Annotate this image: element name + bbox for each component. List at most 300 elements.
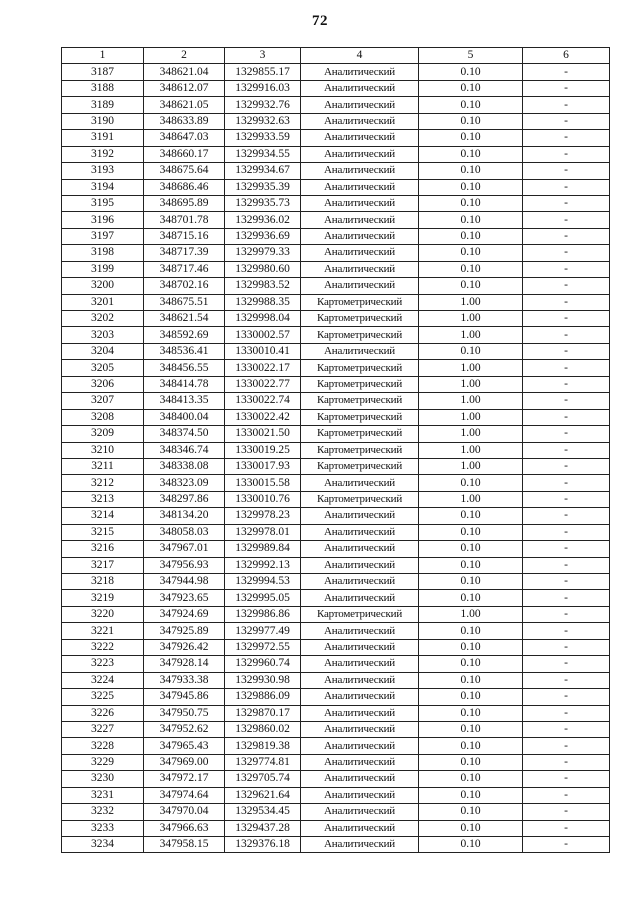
description-cell: - [523,327,610,343]
table-body [62,64,610,853]
description-cell: - [523,130,610,146]
description-cell: - [523,721,610,737]
table-row [62,80,610,96]
table-header-row [62,48,610,64]
description-cell: - [523,426,610,442]
point-number-cell: 3190 [62,113,144,129]
table-row [62,623,610,639]
y-coordinate-cell: 1329819.38 [225,738,301,754]
accuracy-cell: 0.10 [419,343,523,359]
method-cell: Аналитический [301,721,419,737]
x-coordinate-cell: 348536.41 [144,343,225,359]
method-cell: Аналитический [301,639,419,655]
table-row [62,656,610,672]
point-number-cell: 3202 [62,311,144,327]
table-row [62,195,610,211]
point-number-cell: 3207 [62,393,144,409]
table-row [62,376,610,392]
method-cell: Аналитический [301,130,419,146]
y-coordinate-cell: 1330019.25 [225,442,301,458]
point-number-cell: 3195 [62,195,144,211]
point-number-cell: 3229 [62,754,144,770]
x-coordinate-cell: 348717.46 [144,261,225,277]
table-row [62,393,610,409]
method-cell: Картометрический [301,491,419,507]
y-coordinate-cell: 1329932.63 [225,113,301,129]
y-coordinate-cell: 1329860.02 [225,721,301,737]
table-row [62,442,610,458]
description-cell: - [523,804,610,820]
y-coordinate-cell: 1329936.02 [225,212,301,228]
accuracy-cell: 0.10 [419,787,523,803]
accuracy-cell: 0.10 [419,130,523,146]
method-cell: Аналитический [301,689,419,705]
y-coordinate-cell: 1329705.74 [225,771,301,787]
table-row [62,491,610,507]
description-cell: - [523,738,610,754]
y-coordinate-cell: 1329977.49 [225,623,301,639]
table-row [62,721,610,737]
accuracy-cell: 1.00 [419,491,523,507]
table-row [62,311,610,327]
method-cell: Картометрический [301,606,419,622]
x-coordinate-cell: 347933.38 [144,672,225,688]
point-number-cell: 3212 [62,475,144,491]
table-row [62,458,610,474]
x-coordinate-cell: 348346.74 [144,442,225,458]
method-cell: Аналитический [301,672,419,688]
method-cell: Картометрический [301,426,419,442]
x-coordinate-cell: 347965.43 [144,738,225,754]
table-row [62,639,610,655]
description-cell: - [523,639,610,655]
method-cell: Картометрический [301,376,419,392]
method-cell: Аналитический [301,623,419,639]
point-number-cell: 3198 [62,245,144,261]
method-cell: Аналитический [301,820,419,836]
accuracy-cell: 0.10 [419,80,523,96]
table-row [62,245,610,261]
description-cell: - [523,212,610,228]
table-row [62,541,610,557]
point-number-cell: 3215 [62,524,144,540]
y-coordinate-cell: 1329972.55 [225,639,301,655]
y-coordinate-cell: 1329978.01 [225,524,301,540]
table-row [62,113,610,129]
x-coordinate-cell: 347966.63 [144,820,225,836]
method-cell: Аналитический [301,245,419,261]
accuracy-cell: 1.00 [419,426,523,442]
table-row [62,228,610,244]
method-cell: Аналитический [301,738,419,754]
accuracy-cell: 0.10 [419,261,523,277]
table-row [62,360,610,376]
method-cell: Аналитический [301,195,419,211]
point-number-cell: 3211 [62,458,144,474]
table-row [62,475,610,491]
accuracy-cell: 0.10 [419,721,523,737]
point-number-cell: 3228 [62,738,144,754]
x-coordinate-cell: 348621.04 [144,64,225,80]
description-cell: - [523,64,610,80]
method-cell: Аналитический [301,113,419,129]
method-cell: Аналитический [301,837,419,853]
y-coordinate-cell: 1329534.45 [225,804,301,820]
accuracy-cell: 0.10 [419,623,523,639]
x-coordinate-cell: 348414.78 [144,376,225,392]
description-cell: - [523,590,610,606]
description-cell: - [523,837,610,853]
method-cell: Аналитический [301,524,419,540]
description-cell: - [523,524,610,540]
table-row [62,804,610,820]
coordinates-table [61,47,610,853]
method-cell: Аналитический [301,261,419,277]
method-cell: Аналитический [301,97,419,113]
y-coordinate-cell: 1329998.04 [225,311,301,327]
method-cell: Аналитический [301,163,419,179]
x-coordinate-cell: 347950.75 [144,705,225,721]
accuracy-cell: 0.10 [419,656,523,672]
y-coordinate-cell: 1329979.33 [225,245,301,261]
method-cell: Аналитический [301,146,419,162]
accuracy-cell: 0.10 [419,738,523,754]
x-coordinate-cell: 348400.04 [144,409,225,425]
accuracy-cell: 1.00 [419,376,523,392]
description-cell: - [523,80,610,96]
accuracy-cell: 0.10 [419,820,523,836]
y-coordinate-cell: 1329916.03 [225,80,301,96]
method-cell: Аналитический [301,705,419,721]
description-cell: - [523,442,610,458]
y-coordinate-cell: 1329935.39 [225,179,301,195]
accuracy-cell: 1.00 [419,311,523,327]
y-coordinate-cell: 1329886.09 [225,689,301,705]
description-cell: - [523,376,610,392]
table-row [62,574,610,590]
description-cell: - [523,393,610,409]
point-number-cell: 3220 [62,606,144,622]
point-number-cell: 3213 [62,491,144,507]
table-row [62,163,610,179]
point-number-cell: 3216 [62,541,144,557]
x-coordinate-cell: 347952.62 [144,721,225,737]
header-cell-3: 3 [225,48,301,64]
method-cell: Аналитический [301,771,419,787]
point-number-cell: 3196 [62,212,144,228]
table-row [62,146,610,162]
description-cell: - [523,820,610,836]
point-number-cell: 3218 [62,574,144,590]
table-row [62,97,610,113]
accuracy-cell: 1.00 [419,360,523,376]
accuracy-cell: 0.10 [419,508,523,524]
x-coordinate-cell: 347925.89 [144,623,225,639]
point-number-cell: 3200 [62,278,144,294]
description-cell: - [523,787,610,803]
method-cell: Аналитический [301,787,419,803]
description-cell: - [523,656,610,672]
accuracy-cell: 0.10 [419,278,523,294]
description-cell: - [523,771,610,787]
y-coordinate-cell: 1330022.17 [225,360,301,376]
description-cell: - [523,606,610,622]
accuracy-cell: 1.00 [419,409,523,425]
description-cell: - [523,754,610,770]
method-cell: Аналитический [301,804,419,820]
description-cell: - [523,541,610,557]
description-cell: - [523,278,610,294]
description-cell: - [523,245,610,261]
description-cell: - [523,195,610,211]
point-number-cell: 3191 [62,130,144,146]
accuracy-cell: 0.10 [419,804,523,820]
method-cell: Аналитический [301,574,419,590]
accuracy-cell: 0.10 [419,541,523,557]
x-coordinate-cell: 348621.54 [144,311,225,327]
accuracy-cell: 0.10 [419,163,523,179]
method-cell: Картометрический [301,442,419,458]
table-row [62,672,610,688]
page-number: 72 [312,13,328,29]
table-row [62,820,610,836]
table-row [62,130,610,146]
header-cell-2: 2 [144,48,225,64]
method-cell: Аналитический [301,179,419,195]
y-coordinate-cell: 1329960.74 [225,656,301,672]
table-row [62,179,610,195]
table-row [62,705,610,721]
method-cell: Аналитический [301,64,419,80]
point-number-cell: 3233 [62,820,144,836]
x-coordinate-cell: 347945.86 [144,689,225,705]
description-cell: - [523,228,610,244]
x-coordinate-cell: 347926.42 [144,639,225,655]
x-coordinate-cell: 348374.50 [144,426,225,442]
x-coordinate-cell: 347969.00 [144,754,225,770]
y-coordinate-cell: 1329978.23 [225,508,301,524]
description-cell: - [523,491,610,507]
x-coordinate-cell: 347923.65 [144,590,225,606]
header-cell-1: 1 [62,48,144,64]
y-coordinate-cell: 1329983.52 [225,278,301,294]
point-number-cell: 3197 [62,228,144,244]
x-coordinate-cell: 348621.05 [144,97,225,113]
point-number-cell: 3205 [62,360,144,376]
x-coordinate-cell: 347970.04 [144,804,225,820]
table-row [62,327,610,343]
point-number-cell: 3232 [62,804,144,820]
accuracy-cell: 0.10 [419,146,523,162]
method-cell: Картометрический [301,311,419,327]
description-cell: - [523,672,610,688]
method-cell: Аналитический [301,557,419,573]
table-row [62,738,610,754]
y-coordinate-cell: 1330022.74 [225,393,301,409]
x-coordinate-cell: 348702.16 [144,278,225,294]
accuracy-cell: 0.10 [419,475,523,491]
x-coordinate-cell: 348675.64 [144,163,225,179]
accuracy-cell: 0.10 [419,524,523,540]
x-coordinate-cell: 347928.14 [144,656,225,672]
accuracy-cell: 0.10 [419,212,523,228]
point-number-cell: 3225 [62,689,144,705]
y-coordinate-cell: 1329989.84 [225,541,301,557]
y-coordinate-cell: 1330022.42 [225,409,301,425]
accuracy-cell: 0.10 [419,837,523,853]
point-number-cell: 3204 [62,343,144,359]
table-row [62,754,610,770]
y-coordinate-cell: 1329870.17 [225,705,301,721]
table-row [62,261,610,277]
point-number-cell: 3194 [62,179,144,195]
point-number-cell: 3188 [62,80,144,96]
table-row [62,771,610,787]
point-number-cell: 3217 [62,557,144,573]
point-number-cell: 3231 [62,787,144,803]
method-cell: Картометрический [301,360,419,376]
description-cell: - [523,97,610,113]
table-row [62,837,610,853]
point-number-cell: 3209 [62,426,144,442]
y-coordinate-cell: 1330010.76 [225,491,301,507]
x-coordinate-cell: 348715.16 [144,228,225,244]
description-cell: - [523,458,610,474]
accuracy-cell: 1.00 [419,327,523,343]
accuracy-cell: 0.10 [419,195,523,211]
x-coordinate-cell: 348134.20 [144,508,225,524]
accuracy-cell: 1.00 [419,294,523,310]
y-coordinate-cell: 1330021.50 [225,426,301,442]
accuracy-cell: 1.00 [419,606,523,622]
description-cell: - [523,360,610,376]
x-coordinate-cell: 348660.17 [144,146,225,162]
method-cell: Аналитический [301,475,419,491]
x-coordinate-cell: 348297.86 [144,491,225,507]
method-cell: Картометрический [301,409,419,425]
point-number-cell: 3227 [62,721,144,737]
point-number-cell: 3219 [62,590,144,606]
method-cell: Аналитический [301,754,419,770]
method-cell: Аналитический [301,278,419,294]
y-coordinate-cell: 1329774.81 [225,754,301,770]
x-coordinate-cell: 348647.03 [144,130,225,146]
description-cell: - [523,146,610,162]
description-cell: - [523,163,610,179]
table-row [62,557,610,573]
description-cell: - [523,343,610,359]
x-coordinate-cell: 348456.55 [144,360,225,376]
method-cell: Аналитический [301,80,419,96]
accuracy-cell: 1.00 [419,393,523,409]
table-row [62,409,610,425]
description-cell: - [523,574,610,590]
header-cell-6: 6 [523,48,610,64]
method-cell: Аналитический [301,343,419,359]
y-coordinate-cell: 1329621.64 [225,787,301,803]
description-cell: - [523,623,610,639]
point-number-cell: 3224 [62,672,144,688]
table-row [62,426,610,442]
accuracy-cell: 0.10 [419,771,523,787]
x-coordinate-cell: 348686.46 [144,179,225,195]
y-coordinate-cell: 1330015.58 [225,475,301,491]
table-row [62,294,610,310]
x-coordinate-cell: 348701.78 [144,212,225,228]
y-coordinate-cell: 1329932.76 [225,97,301,113]
x-coordinate-cell: 347974.64 [144,787,225,803]
point-number-cell: 3187 [62,64,144,80]
y-coordinate-cell: 1330017.93 [225,458,301,474]
accuracy-cell: 0.10 [419,705,523,721]
x-coordinate-cell: 348633.89 [144,113,225,129]
description-cell: - [523,261,610,277]
header-cell-5: 5 [419,48,523,64]
method-cell: Аналитический [301,212,419,228]
point-number-cell: 3234 [62,837,144,853]
x-coordinate-cell: 348695.89 [144,195,225,211]
y-coordinate-cell: 1330002.57 [225,327,301,343]
x-coordinate-cell: 347956.93 [144,557,225,573]
description-cell: - [523,705,610,721]
y-coordinate-cell: 1329994.53 [225,574,301,590]
point-number-cell: 3193 [62,163,144,179]
accuracy-cell: 0.10 [419,590,523,606]
x-coordinate-cell: 348592.69 [144,327,225,343]
x-coordinate-cell: 347967.01 [144,541,225,557]
table-row [62,590,610,606]
x-coordinate-cell: 348675.51 [144,294,225,310]
y-coordinate-cell: 1329935.73 [225,195,301,211]
method-cell: Картометрический [301,327,419,343]
y-coordinate-cell: 1329936.69 [225,228,301,244]
y-coordinate-cell: 1329995.05 [225,590,301,606]
description-cell: - [523,508,610,524]
point-number-cell: 3230 [62,771,144,787]
point-number-cell: 3199 [62,261,144,277]
point-number-cell: 3226 [62,705,144,721]
description-cell: - [523,311,610,327]
y-coordinate-cell: 1329933.59 [225,130,301,146]
accuracy-cell: 0.10 [419,639,523,655]
x-coordinate-cell: 348717.39 [144,245,225,261]
description-cell: - [523,689,610,705]
method-cell: Картометрический [301,294,419,310]
table-row [62,64,610,80]
y-coordinate-cell: 1329376.18 [225,837,301,853]
table-row [62,343,610,359]
point-number-cell: 3214 [62,508,144,524]
method-cell: Аналитический [301,541,419,557]
accuracy-cell: 0.10 [419,672,523,688]
method-cell: Картометрический [301,393,419,409]
point-number-cell: 3203 [62,327,144,343]
description-cell: - [523,179,610,195]
description-cell: - [523,557,610,573]
point-number-cell: 3223 [62,656,144,672]
description-cell: - [523,475,610,491]
y-coordinate-cell: 1329934.55 [225,146,301,162]
description-cell: - [523,409,610,425]
accuracy-cell: 1.00 [419,442,523,458]
accuracy-cell: 0.10 [419,113,523,129]
y-coordinate-cell: 1329988.35 [225,294,301,310]
y-coordinate-cell: 1330010.41 [225,343,301,359]
point-number-cell: 3222 [62,639,144,655]
x-coordinate-cell: 348338.08 [144,458,225,474]
accuracy-cell: 0.10 [419,574,523,590]
method-cell: Картометрический [301,458,419,474]
